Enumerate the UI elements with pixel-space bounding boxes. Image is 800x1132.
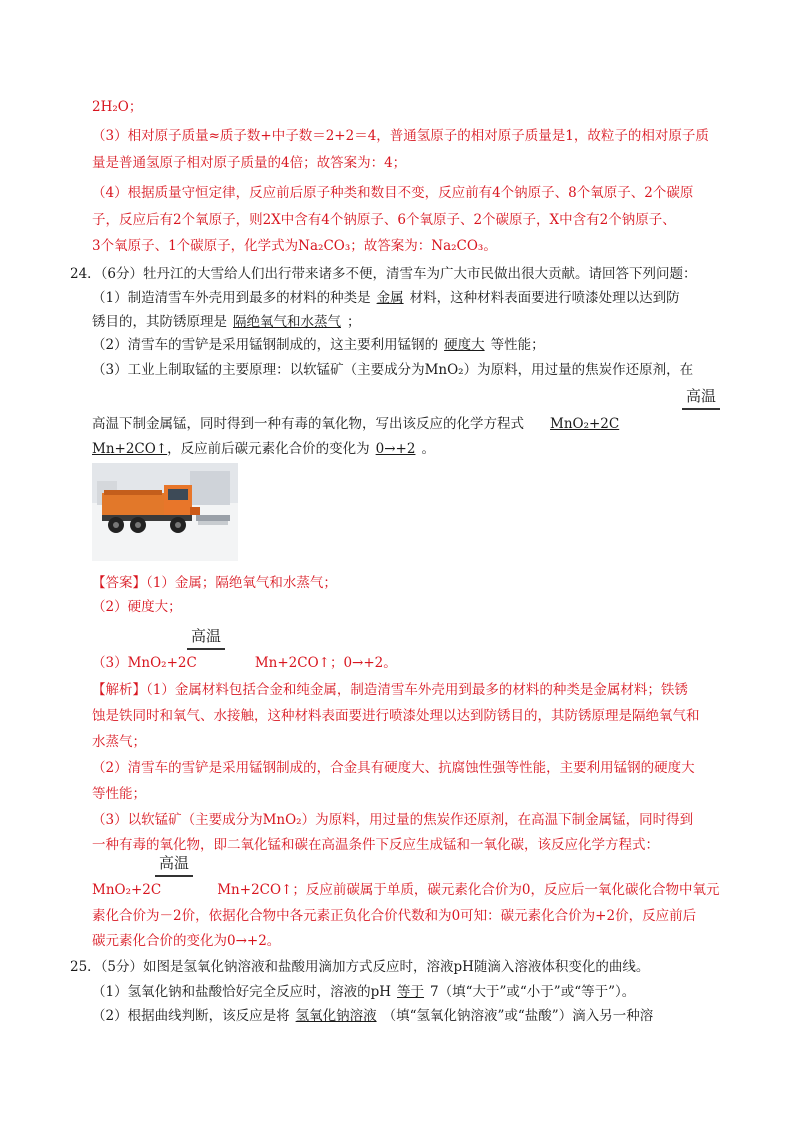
q25-p1-text-b: 7（填“大于”或“小于”或“等于”）。: [430, 984, 636, 1000]
reaction-condition-2: 高温: [191, 627, 222, 645]
q24-part1-cont: [92, 313, 361, 331]
q25-blank-2: 氢氧化钠溶液: [295, 1008, 377, 1024]
q24-p3-text-b: 高温下制金属锰，同时得到一种有毒的氧化物，写出该反应的化学方程式: [92, 416, 524, 432]
q24-p2-text-a: （2）清雪车的雪铲是采用锰钢制成的，这主要利用锰钢的: [92, 337, 439, 353]
ans24-a3-right: Mn+2CO↑；0→+2。: [254, 655, 397, 671]
reaction-condition-1: 高温: [686, 387, 717, 405]
ans24-answer-2: （2）硬度大；: [92, 599, 182, 615]
q24-equation-right: Mn+2CO↑: [92, 441, 168, 457]
snow-plow-truck-illustration: [92, 463, 238, 561]
ans24-explain-7: 一种有毒的氧化物，即二氧化锰和碳在高温条件下反应生成锰和一氧化碳，该反应化学方程式：: [92, 837, 659, 853]
ans23-line5: 子，反应后有2个氧原子，则2X中含有4个钠原子、6个氧原子、2个碳原子，X中含有2个钠原子、: [92, 212, 676, 228]
q24-part3: （3）工业上制取锰的主要原理：以软锰矿（主要成分为MnO₂）为原料，用过量的焦炭作还原剂，在: [92, 362, 694, 378]
ans24-explain-1: 【解析】（1）金属材料包括合金和纯金属，制造清雪车外壳用到最多的材料的种类是金属材料；铁锈: [92, 682, 688, 698]
ans24-answer-3: [92, 654, 397, 672]
q24-p2-text-b: 等性能；: [490, 337, 545, 353]
ans23-line4: （4）根据质量守恒定律，反应前后原子种类和数目不变，反应前有4个钠原子、8个氧原子、2个碳原: [92, 185, 694, 201]
ans24-e8-left: MnO₂+2C: [92, 882, 162, 898]
snow-plow-truck-image: [92, 463, 238, 561]
ans23-line2: （3）相对原子质量≈质子数+中子数＝2+2＝4，普通氢原子的相对原子质量是1，故粒子的相对原子质: [92, 128, 709, 144]
q24-equation-left: MnO₂+2C: [550, 416, 620, 432]
ans23-line3: 量是普通氢原子相对原子质量的4倍；故答案为：4；: [92, 155, 407, 171]
q25-part1: [92, 983, 635, 1001]
q24-stem: 24．（6分）牡丹江的大雪给人们出行带来诸多不便，清雪车为广大市民做出很大贡献。请回答下列问题：: [70, 266, 697, 282]
reaction-condition-3: 高温: [159, 854, 190, 872]
q25-p1-text-a: （1）氢氧化钠和盐酸恰好完全反应时，溶液的pH: [92, 984, 392, 1000]
ans24-explain-2: 蚀是铁同时和氧气、水接触，这种材料表面要进行喷漆处理以达到防锈目的，其防锈原理是隔绝氧气和: [92, 708, 700, 724]
q24-part1: [92, 289, 680, 307]
ans24-a3-left: （3）MnO₂+2C: [92, 655, 197, 671]
q24-part3-equation-line: [92, 415, 619, 433]
ans24-explain-6: （3）以软锰矿（主要成分为MnO₂）为原料，用过量的焦炭作还原剂，在高温下制金属锰，同时得到: [92, 812, 694, 828]
q24-blank-3: 硬度大: [444, 337, 485, 353]
q25-p2-text-a: （2）根据曲线判断，该反应是将: [92, 1008, 290, 1024]
q24-p3-text-d: 。: [421, 441, 435, 457]
ans23-line6: 3个氧原子、1个碳原子，化学式为Na₂CO₃；故答案为：Na₂CO₃。: [92, 238, 497, 254]
ans24-explain-4: （2）清雪车的雪铲是采用锰钢制成的，合金具有硬度大、抗腐蚀性强等性能，主要利用锰钢的硬度大: [92, 760, 695, 776]
q24-p1-text-b: 材料，这种材料表面要进行喷漆处理以达到防: [409, 290, 680, 306]
ans24-explain-9: 素化合价为－2价，依据化合物中各元素正负化合价代数和为0可知：碳元素化合价为+2价，反应前后: [92, 908, 697, 924]
ans24-explain-5: 等性能；: [92, 786, 146, 802]
q24-blank-1: 金属: [376, 290, 404, 306]
q24-p3-text-c: ，反应前后碳元素化合价的变化为: [167, 441, 370, 457]
q25-p2-text-b: （填“氢氧化钠溶液”或“盐酸”）滴入另一种溶: [382, 1008, 654, 1024]
q24-part3-cont: [92, 440, 435, 458]
q24-blank-2: 隔绝氧气和水蒸气: [233, 314, 341, 330]
ans24-explain-8: [92, 881, 719, 899]
ans24-explain-3: 水蒸气；: [92, 734, 146, 750]
q25-part2: [92, 1007, 653, 1025]
ans24-explain-10: 碳元素化合价的变化为0→+2。: [92, 933, 281, 949]
q24-p1-text-d: ；: [347, 314, 361, 330]
q25-stem: 25．（5分）如图是氢氧化钠溶液和盐酸用滴加方式反应时，溶液pH随滴入溶液体积变化的曲线。: [70, 959, 650, 975]
q24-p1-text-a: （1）制造清雪车外壳用到最多的材料的种类是: [92, 290, 371, 306]
ans24-answer-1: 【答案】（1）金属；隔绝氧气和水蒸气；: [92, 575, 337, 591]
ans24-e8-right: Mn+2CO↑；反应前碳属于单质，碳元素化合价为0，反应后一氧化碳化合物中氧元: [217, 882, 720, 898]
q24-blank-4: 0→+2: [375, 441, 416, 457]
q24-p1-text-c: 锈目的，其防锈原理是: [92, 314, 227, 330]
q24-part2: [92, 336, 545, 354]
ans23-line1: 2H₂O；: [92, 99, 143, 115]
q25-blank-1: 等于: [397, 984, 425, 1000]
